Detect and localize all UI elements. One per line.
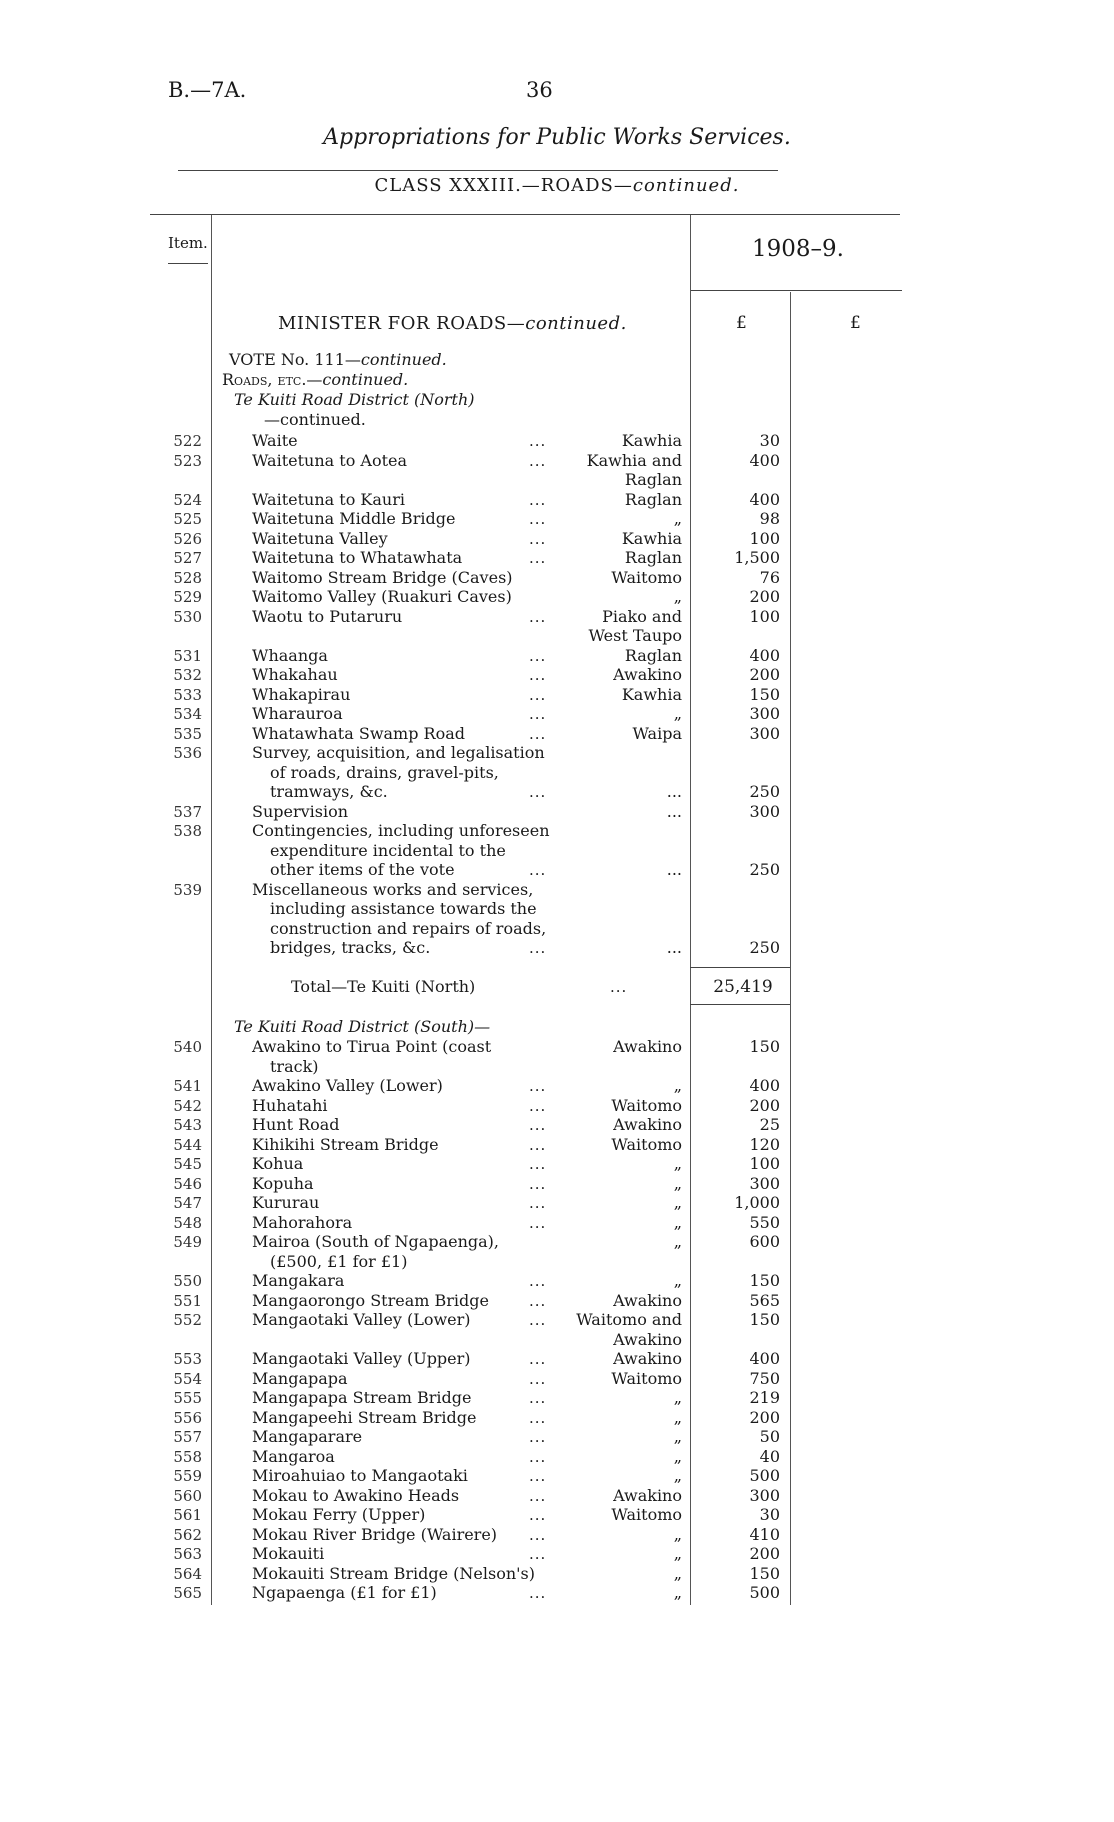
item-description: Kopuha [252, 1173, 314, 1193]
amount-column-divider [790, 292, 791, 1605]
item-description: Whaanga [252, 645, 328, 665]
year-header-rule [690, 290, 902, 291]
electoral-district: „ [673, 509, 682, 528]
item-description: Kururau [252, 1193, 320, 1212]
electoral-district: Waitomo [611, 567, 682, 587]
item-description: track) [270, 1056, 319, 1076]
leader-dots: ... [529, 490, 547, 509]
item-description: Mangapeehi Stream Bridge [252, 1407, 477, 1427]
amount: 300 [749, 1485, 780, 1505]
amount: 200 [749, 587, 780, 606]
item-description: Mahorahora [252, 1212, 353, 1232]
leader-dots: ... [529, 1116, 547, 1134]
item-number: 523 [173, 451, 202, 470]
item-number: 558 [173, 1447, 202, 1466]
item-description: Supervision [252, 801, 349, 821]
leader-dots: ... [529, 861, 547, 879]
item-description: Miscellaneous works and services, [252, 879, 534, 899]
item-description: Waitetuna to Whatawhata [252, 548, 463, 567]
item-description: Waitetuna Middle Bridge [252, 509, 456, 528]
item-description: Mokau River Bridge (Wairere) [252, 1524, 498, 1544]
vote-heading-main: VOTE No. 111— [229, 350, 361, 369]
electoral-district: „ [673, 1563, 682, 1583]
electoral-district: Kawhia [621, 431, 682, 450]
leader-dots: ... [529, 783, 547, 801]
electoral-district: Waitomo and [576, 1310, 682, 1329]
amount: 500 [749, 1466, 780, 1485]
electoral-district: Awakino [613, 1485, 682, 1505]
item-number: 564 [173, 1564, 202, 1583]
item-number: 552 [173, 1311, 202, 1329]
item-number: 559 [173, 1467, 202, 1485]
amount: 150 [749, 1310, 780, 1329]
leader-dots: ... [529, 1389, 547, 1407]
leader-dots: ... [529, 939, 547, 957]
table-top-rule [150, 214, 900, 215]
north-total-dots: ... [610, 978, 628, 996]
electoral-district: Kawhia and [586, 450, 682, 470]
item-number: 524 [173, 490, 202, 509]
item-number: 544 [173, 1135, 202, 1154]
leader-dots: ... [529, 1135, 547, 1154]
item-number: 535 [173, 724, 202, 743]
item-description: other items of the vote [270, 860, 455, 879]
item-description: Ngapaenga (£1 for £1) [252, 1583, 437, 1602]
item-description: Mangaorongo Stream Bridge [252, 1290, 489, 1310]
currency-column-2: £ [850, 313, 861, 333]
electoral-district: „ [673, 1427, 682, 1446]
item-description: Mangaotaki Valley (Upper) [252, 1349, 471, 1368]
year-header: 1908–9. [752, 236, 844, 262]
leader-dots: ... [529, 1584, 547, 1602]
amount: 30 [759, 431, 780, 450]
currency-column-1: £ [736, 313, 747, 333]
minister-heading [278, 313, 627, 334]
amount: 150 [749, 1037, 780, 1056]
electoral-district: Kawhia [621, 528, 682, 548]
amount: 250 [749, 782, 780, 801]
amount: 300 [749, 723, 780, 743]
leader-dots: ... [529, 549, 547, 567]
leader-dots: ... [529, 1447, 547, 1466]
item-number: 525 [173, 510, 202, 528]
electoral-district: Awakino [613, 665, 682, 684]
item-number: 539 [173, 880, 202, 899]
leader-dots: ... [529, 1096, 547, 1115]
item-number: 526 [173, 529, 202, 548]
amount: 400 [749, 1349, 780, 1368]
item-description: Mokauiti [252, 1544, 325, 1563]
electoral-district: Waitomo [611, 1368, 682, 1388]
electoral-district: „ [673, 1271, 682, 1290]
item-description: Waitetuna to Aotea [252, 450, 408, 470]
item-description: Huhatahi [252, 1095, 328, 1115]
minister-heading-continued: continued. [525, 313, 627, 334]
item-number: 550 [173, 1272, 202, 1290]
amount: 120 [749, 1134, 780, 1154]
item-number: 537 [173, 802, 202, 821]
item-number: 549 [173, 1233, 202, 1251]
amount: 25 [759, 1115, 780, 1134]
amount: 219 [749, 1388, 780, 1407]
item-number: 553 [173, 1350, 202, 1368]
page-number: 36 [526, 78, 553, 102]
item-description: Whakahau [252, 665, 338, 684]
item-number: 561 [173, 1506, 202, 1524]
amount: 500 [749, 1583, 780, 1602]
item-column-header: Item. [168, 234, 208, 252]
leader-dots: ... [529, 451, 547, 470]
leader-dots: ... [529, 1506, 547, 1524]
south-district-heading: Te Kuiti Road District (South)— [234, 1017, 491, 1036]
item-description: Waitetuna to Kauri [252, 489, 405, 509]
leader-dots: ... [529, 1467, 547, 1485]
item-number: 547 [173, 1194, 202, 1212]
item-number: 532 [173, 666, 202, 684]
leader-dots: ... [529, 685, 547, 704]
amount: 200 [749, 1095, 780, 1115]
amount: 1,000 [734, 1193, 780, 1212]
leader-dots: ... [529, 510, 547, 528]
electoral-district: Waitomo [611, 1134, 682, 1154]
electoral-district: ... [666, 782, 682, 801]
amount: 410 [749, 1524, 780, 1544]
electoral-district: Awakino [613, 1290, 682, 1310]
amount: 550 [749, 1212, 780, 1232]
item-number: 542 [173, 1096, 202, 1115]
electoral-district: Waipa [632, 723, 682, 743]
item-number: 540 [173, 1038, 202, 1056]
electoral-district: ... [666, 801, 682, 821]
leader-dots: ... [529, 529, 547, 548]
electoral-district: Awakino [613, 1037, 682, 1056]
item-number: 522 [173, 432, 202, 450]
minister-heading-main: MINISTER FOR ROADS— [278, 313, 526, 334]
amount: 200 [749, 665, 780, 684]
leader-dots: ... [529, 1272, 547, 1290]
amount: 400 [749, 645, 780, 665]
amount: 100 [749, 606, 780, 626]
item-number: 530 [173, 607, 202, 626]
leader-dots: ... [529, 1155, 547, 1173]
amount: 400 [749, 450, 780, 470]
item-description: Awakino to Tirua Point (coast [252, 1037, 492, 1056]
item-description: Wharauroa [252, 704, 343, 723]
amount: 50 [759, 1427, 780, 1446]
amount: 100 [749, 1154, 780, 1173]
amount: 76 [759, 567, 780, 587]
item-number: 531 [173, 646, 202, 665]
leader-dots: ... [529, 1408, 547, 1427]
item-number: 536 [173, 744, 202, 762]
electoral-district: West Taupo [588, 626, 682, 645]
leader-dots: ... [529, 1291, 547, 1310]
amount: 300 [749, 704, 780, 723]
leader-dots: ... [529, 1350, 547, 1368]
vote-heading [229, 350, 447, 370]
item-description: Mangaparare [252, 1427, 363, 1446]
electoral-district: „ [673, 704, 682, 723]
item-number: 529 [173, 588, 202, 606]
leader-dots: ... [529, 1077, 547, 1095]
item-description: Mairoa (South of Ngapaenga), [252, 1232, 499, 1251]
item-description: Hunt Road [252, 1115, 340, 1134]
item-description: Mokau to Awakino Heads [252, 1485, 460, 1505]
item-description: Miroahuiao to Mangaotaki [252, 1466, 468, 1485]
class-title-main: CLASS XXXIII.—ROADS— [374, 175, 633, 196]
item-description: Kihikihi Stream Bridge [252, 1134, 439, 1154]
roads-heading-main: Roads, etc.— [222, 370, 323, 389]
amount: 150 [749, 1563, 780, 1583]
item-description: construction and repairs of roads, [270, 918, 547, 938]
amount: 200 [749, 1544, 780, 1563]
amount: 400 [749, 489, 780, 509]
amount: 1,500 [734, 548, 780, 567]
electoral-district: Raglan [624, 470, 682, 489]
item-description: Waitomo Valley (Ruakuri Caves) [252, 587, 512, 606]
leader-dots: ... [529, 666, 547, 684]
total-top-rule [690, 967, 790, 968]
electoral-district: „ [673, 1583, 682, 1602]
document-title: Appropriations for Public Works Services. [323, 125, 791, 150]
item-description: tramways, &c. [270, 782, 388, 801]
north-total-label: Total—Te Kuiti (North) [291, 977, 476, 996]
amount: 98 [759, 509, 780, 528]
item-description: (£500, £1 for £1) [270, 1251, 408, 1271]
electoral-district: Raglan [624, 548, 682, 567]
leader-dots: ... [529, 607, 547, 626]
amount: 100 [749, 528, 780, 548]
north-district-heading: Te Kuiti Road District (North) [234, 390, 475, 409]
leader-dots: ... [529, 724, 547, 743]
amount: 600 [749, 1232, 780, 1251]
amount: 250 [749, 860, 780, 879]
total-bottom-rule [690, 1004, 790, 1005]
leader-dots: ... [529, 705, 547, 723]
item-description: Mangaotaki Valley (Lower) [252, 1310, 471, 1329]
item-description: expenditure incidental to the [270, 840, 506, 860]
leader-dots: ... [529, 1525, 547, 1544]
item-description: Mokau Ferry (Upper) [252, 1505, 426, 1524]
item-header-underline [168, 263, 208, 264]
item-description: Waitetuna Valley [252, 528, 388, 548]
leader-dots: ... [529, 1213, 547, 1232]
item-number: 555 [173, 1389, 202, 1407]
leader-dots: ... [529, 432, 547, 450]
class-title [0, 175, 1114, 196]
item-description: Waite [252, 431, 298, 450]
roads-heading [222, 370, 408, 390]
electoral-district: „ [673, 1446, 682, 1466]
item-number: 545 [173, 1155, 202, 1173]
electoral-district: „ [673, 1524, 682, 1544]
roads-heading-continued: continued. [322, 370, 409, 389]
north-district-heading-continued: —continued. [264, 410, 366, 429]
leader-dots: ... [529, 1194, 547, 1212]
item-number: 527 [173, 549, 202, 567]
item-description: Awakino Valley (Lower) [252, 1076, 443, 1095]
electoral-district: „ [673, 1544, 682, 1563]
electoral-district: „ [673, 1212, 682, 1232]
electoral-district: „ [673, 1193, 682, 1212]
electoral-district: „ [673, 1407, 682, 1427]
amount: 150 [749, 1271, 780, 1290]
item-number: 557 [173, 1428, 202, 1446]
north-total-amount: 25,419 [713, 977, 773, 997]
electoral-district: Awakino [613, 1349, 682, 1368]
item-number: 541 [173, 1077, 202, 1095]
class-title-continued: continued. [632, 175, 740, 196]
electoral-district: „ [673, 587, 682, 606]
amount: 250 [749, 938, 780, 957]
item-description: Whatawhata Swamp Road [252, 723, 466, 743]
item-number: 533 [173, 685, 202, 704]
electoral-district: Kawhia [621, 684, 682, 704]
electoral-district: ... [666, 860, 682, 879]
item-description: bridges, tracks, &c. [270, 938, 431, 957]
electoral-district: „ [673, 1173, 682, 1193]
item-number: 528 [173, 568, 202, 587]
amount: 150 [749, 684, 780, 704]
item-description: Survey, acquisition, and legalisation [252, 743, 545, 762]
leader-dots: ... [529, 1545, 547, 1563]
item-number: 560 [173, 1486, 202, 1505]
item-description: Waotu to Putaruru [252, 606, 403, 626]
amount: 565 [749, 1290, 780, 1310]
amount: 300 [749, 1173, 780, 1193]
item-number: 534 [173, 705, 202, 723]
item-number: 562 [173, 1525, 202, 1544]
item-number: 563 [173, 1545, 202, 1563]
item-description: Kohua [252, 1154, 304, 1173]
electoral-district: „ [673, 1076, 682, 1095]
amount: 300 [749, 801, 780, 821]
electoral-district: „ [673, 1232, 682, 1251]
leader-dots: ... [529, 1311, 547, 1329]
leader-dots: ... [529, 1428, 547, 1446]
electoral-district: Awakino [613, 1115, 682, 1134]
electoral-district: Raglan [624, 645, 682, 665]
item-number: 543 [173, 1116, 202, 1134]
electoral-district: „ [673, 1388, 682, 1407]
item-number: 565 [173, 1584, 202, 1602]
electoral-district: „ [673, 1466, 682, 1485]
leader-dots: ... [529, 1486, 547, 1505]
item-description: of roads, drains, gravel-pits, [270, 762, 499, 782]
item-description: including assistance towards the [270, 899, 537, 918]
item-description: Mangaroa [252, 1446, 335, 1466]
report-code: B.—7A. [168, 78, 247, 102]
amount: 200 [749, 1407, 780, 1427]
item-description: Waitomo Stream Bridge (Caves) [252, 567, 513, 587]
electoral-district: „ [673, 1154, 682, 1173]
item-number: 551 [173, 1291, 202, 1310]
vote-heading-continued: continued. [360, 350, 447, 369]
leader-dots: ... [529, 1369, 547, 1388]
amount: 750 [749, 1368, 780, 1388]
electoral-district: Waitomo [611, 1505, 682, 1524]
amount: 400 [749, 1076, 780, 1095]
item-number: 548 [173, 1213, 202, 1232]
amount: 30 [759, 1505, 780, 1524]
item-description: Mangapapa Stream Bridge [252, 1388, 472, 1407]
item-description: Mangapapa [252, 1368, 348, 1388]
amount: 40 [759, 1446, 780, 1466]
item-number: 556 [173, 1408, 202, 1427]
electoral-district: Raglan [624, 489, 682, 509]
item-number: 546 [173, 1174, 202, 1193]
leader-dots: ... [529, 646, 547, 665]
item-description: Whakapirau [252, 684, 351, 704]
item-number: 554 [173, 1369, 202, 1388]
electoral-district: Waitomo [611, 1095, 682, 1115]
item-description: Contingencies, including unforeseen [252, 821, 550, 840]
item-description: Mangakara [252, 1271, 345, 1290]
item-description: Mokauiti Stream Bridge (Nelson's) [252, 1563, 535, 1583]
leader-dots: ... [529, 1174, 547, 1193]
electoral-district: ... [666, 938, 682, 957]
item-number: 538 [173, 822, 202, 840]
title-rule [178, 170, 778, 171]
electoral-district: Awakino [613, 1329, 682, 1349]
electoral-district: Piako and [602, 606, 682, 626]
item-column-divider [211, 215, 212, 1605]
